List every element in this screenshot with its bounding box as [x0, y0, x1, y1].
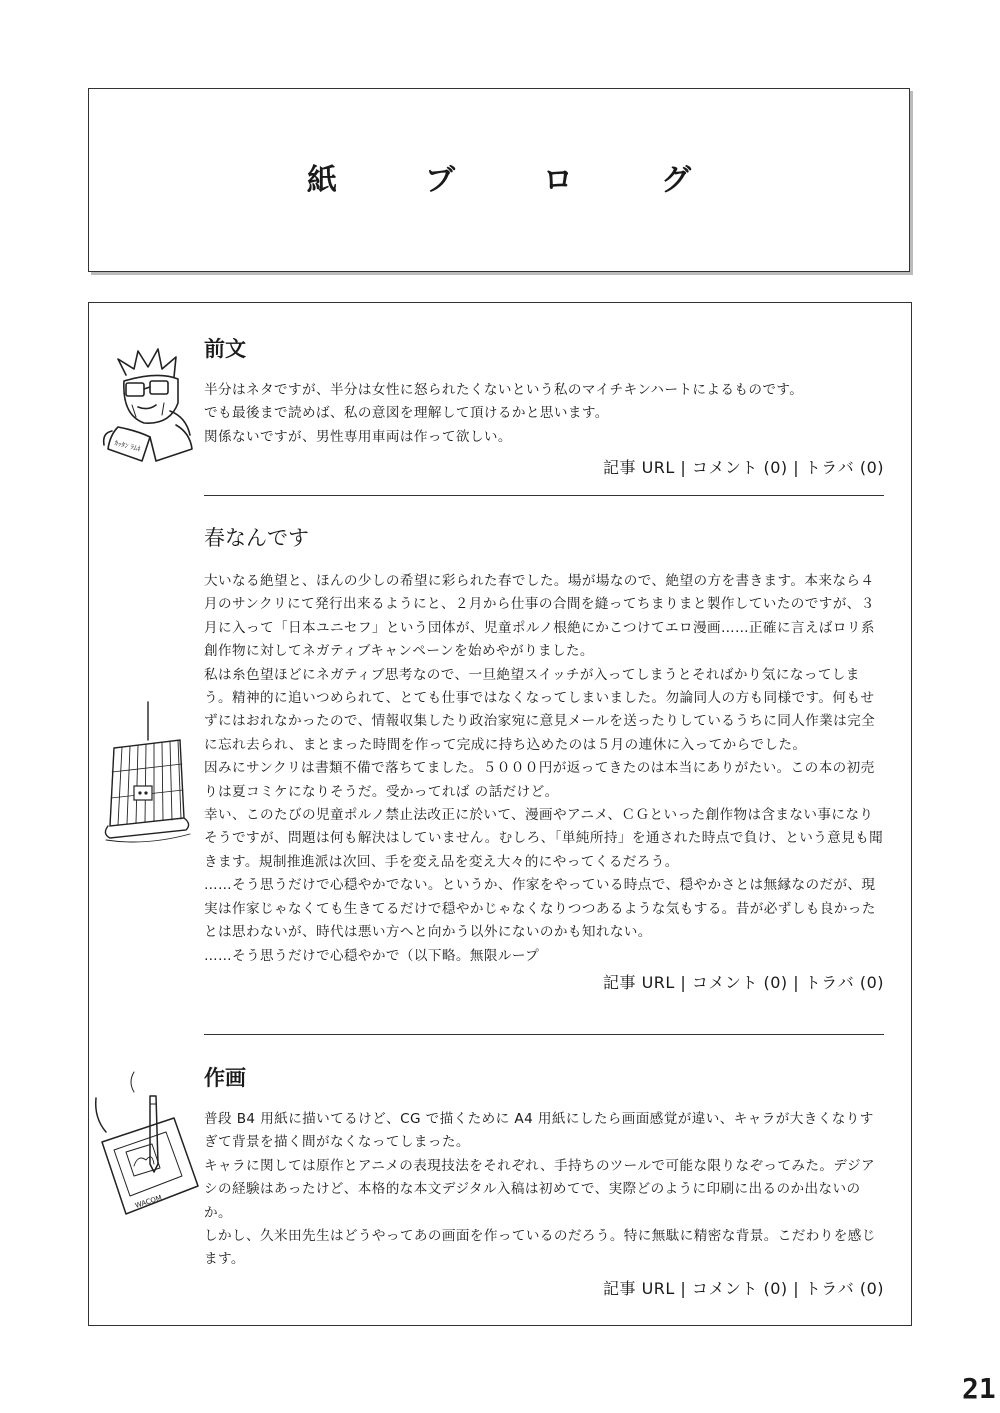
post-paragraph: キャラに関しては原作とアニメの表現技法をそれぞれ、手持ちのツールで可能な限りなぞってみた。デジアシの経験はあったけど、本格的な本文デジタル入稿は初めてで、実際どのように印刷に出るのか出ないのか。	[204, 1157, 876, 1221]
post-paragraph: でも最後まで読めば、私の意図を理解して頂けるかと思います。	[204, 405, 609, 422]
post-meta	[204, 455, 884, 478]
post-paragraph: 大いなる絶望と、ほんの少しの希望に彩られた春でした。場が場なので、絶望の方を書きます。本来なら４月のサンクリにて発行出来るようにと、２月から仕事の合間を縫ってちまりまと製作していたのですが、３月に入って「日本ユニセフ」という団体が、児童ポルノ根絶にかこつけてエロ漫画……正確に言えばロリ系創作物に対してネガティブキャンペーンを始めやがりました。	[204, 573, 875, 660]
comment-link[interactable]: コメント (0)	[691, 1278, 788, 1298]
post-body	[204, 570, 884, 968]
post-body	[204, 1108, 884, 1272]
post-paragraph: 普段 B4 用紙に描いてるけど、CG で描くために A4 用紙にしたら画面感覚が違い、キャラが大きくなりすぎて背景を描く間がなくなってしまった。	[204, 1111, 874, 1151]
post-title: 春なんです	[204, 526, 309, 550]
post-paragraph: 因みにサンクリは書類不備で落ちてました。５０００円が返ってきたのは本当にありがたい。この本の初売りは夏コミケになりそうだ。受かってれば の話だけど。	[204, 760, 875, 800]
meta-separator: |	[787, 1278, 805, 1298]
tablet-brand-text: WACOM	[134, 1193, 163, 1210]
title-char: 紙	[307, 163, 337, 198]
title-char: グ	[661, 163, 691, 198]
meta-separator: |	[674, 1278, 692, 1298]
blog-post	[204, 333, 884, 478]
page-title	[307, 155, 691, 199]
post-title: 前文	[204, 337, 246, 361]
post-title: 作画	[204, 1066, 246, 1090]
post-meta	[204, 970, 884, 993]
post-body	[204, 379, 884, 449]
post-divider	[204, 495, 884, 496]
meta-separator: |	[674, 458, 692, 478]
pen-tablet-icon	[90, 1068, 200, 1222]
comment-link[interactable]: コメント (0)	[691, 972, 788, 992]
post-paragraph: 関係ないですが、男性専用車両は作って欲しい。	[204, 428, 512, 445]
permalink-link[interactable]: 記事 URL	[603, 458, 675, 478]
trackback-link[interactable]: トラバ (0)	[804, 458, 884, 478]
trackback-link[interactable]: トラバ (0)	[804, 1278, 884, 1298]
post-paragraph: しかし、久米田先生はどうやってあの画面を作っているのだろう。特に無駄に精密な背景。こだわりを感じます。	[204, 1228, 876, 1268]
comment-link[interactable]: コメント (0)	[691, 458, 788, 478]
permalink-link[interactable]: 記事 URL	[603, 1278, 675, 1298]
meta-separator: |	[787, 972, 805, 992]
permalink-link[interactable]: 記事 URL	[603, 972, 675, 992]
title-char: ブ	[425, 163, 455, 198]
blog-post	[204, 1062, 884, 1299]
page-number: 21	[962, 1372, 996, 1405]
meta-separator: |	[674, 972, 692, 992]
birdcage-icon	[100, 700, 192, 846]
post-paragraph: 私は糸色望ほどにネガティブ思考なので、一旦絶望スイッチが入ってしまうとそればかり気になってしまう。精神的に追いつめられて、とても仕事ではなくなってしまいました。勿論同人の方も同様です。何もせずにはおれなかったので、情報収集したり政治家宛に意見メールを送ったりしているうちに同人作業は完全に忘れ去られ、まとまった時間を作って完成に持ち込めたのは５月の連休に入ってからでした。	[204, 666, 876, 753]
trackback-link[interactable]: トラバ (0)	[804, 972, 884, 992]
post-paragraph: 幸い、このたびの児童ポルノ禁止法改正に於いて、漫画やアニメ、ＣＧといった創作物は含まない事になりそうですが、問題は何も解決はしていません。むしろ、「単純所持」を通された時点で負け、という意見も聞きます。規制推進派は次回、手を変え品を変え大々的にやってくるだろう。	[204, 807, 884, 870]
meta-separator: |	[787, 458, 805, 478]
book-cover-text: ｶｯﾀﾝ ﾗﾑﾈ	[113, 439, 142, 454]
page-title-box	[88, 88, 910, 272]
title-char: ロ	[543, 163, 573, 198]
reading-person-icon	[98, 345, 198, 470]
post-paragraph: ……そう思うだけで心穏やかでない。というか、作家をやっている時点で、穏やかさとは無縁なのだが、現実は作家じゃなくても生きてるだけで穏やかじゃなくなりつつあるような気もする。昔が必ずしも良かったとは思わないが、時代は悪い方へと向かう以外にないのかも知れない。	[204, 877, 876, 941]
post-meta	[204, 1276, 884, 1299]
post-paragraph: ……そう思うだけで心穏やかで（以下略。無限ループ	[204, 947, 540, 964]
blog-post	[204, 522, 884, 993]
post-divider	[204, 1034, 884, 1035]
post-paragraph: 半分はネタですが、半分は女性に怒られたくないという私のマイチキンハートによるものです。	[204, 382, 804, 398]
